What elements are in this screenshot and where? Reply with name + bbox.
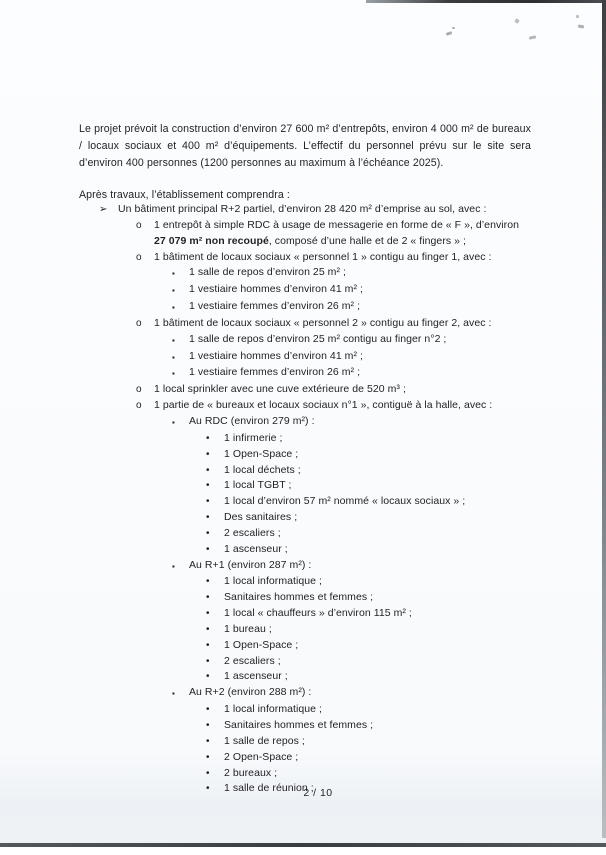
bullet-marker-level-4: • — [206, 783, 210, 795]
bullet-marker-level-3: ▪ — [172, 335, 175, 345]
list-item-text: 1 entrepôt à simple RDC à usage de messagerie en forme de « F », d’environ 27 079 m² non recoupé, composé d’une halle et de 2 « fingers » ; — [154, 218, 519, 247]
list-item-text: 1 infirmerie ; — [224, 431, 283, 444]
bullet-marker-level-4: • — [206, 735, 210, 747]
after-works-heading: Après travaux, l’établissement comprendra : — [79, 188, 290, 201]
list-item-text: 1 salle de repos ; — [224, 734, 305, 747]
list-item — [0, 590, 592, 606]
bullet-marker-level-3: ▪ — [172, 689, 175, 699]
list-item — [0, 638, 592, 654]
list-item — [0, 510, 592, 526]
list-item — [0, 766, 592, 782]
bullet-marker-level-4: • — [206, 720, 210, 731]
bullet-marker-level-2: o — [136, 400, 142, 412]
intro-paragraph: Le projet prévoit la construction d’environ 27 600 m² d’entrepôts, environ 4 000 m² de bureaux / locaux sociaux et 400 m² d’équipements. L’effectif du personnel prévu sur le site sera d’environ 400 personnes (1200 personnes au maximum à l’échéance 2025). — [79, 122, 531, 169]
list-item-text: 1 salle de repos d’environ 25 m² contigu au finger n°2 ; — [189, 332, 447, 345]
bullet-marker-level-3: ▪ — [172, 352, 175, 362]
bullet-marker-level-4: • — [206, 432, 210, 444]
list-item-text: 1 Open-Space ; — [224, 447, 299, 460]
list-item — [0, 654, 592, 670]
list-item-text: 1 local sprinkler avec une cuve extérieure de 520 m³ ; — [154, 383, 406, 396]
list-item — [0, 282, 592, 299]
list-item — [0, 622, 592, 638]
list-item-text: 1 vestiaire femmes d’environ 26 m² ; — [189, 366, 361, 379]
list-item — [0, 463, 592, 479]
list-item — [0, 574, 592, 590]
scan-edge-right — [602, 0, 606, 838]
list-item — [0, 382, 592, 398]
list-item — [0, 750, 592, 766]
list-item-text: Un bâtiment principal R+2 partiel, d’environ 28 420 m² d’emprise au sol, avec : — [118, 203, 487, 215]
bullet-marker-level-1: ➢ — [99, 204, 108, 215]
list-item-text: Au R+1 (environ 287 m²) : — [189, 558, 312, 571]
bullet-marker-level-4: • — [206, 751, 210, 763]
list-item-text: 1 local informatique ; — [224, 703, 322, 716]
list-item-text: 1 local déchets ; — [224, 463, 301, 476]
bullet-marker-level-2: o — [136, 317, 142, 329]
page-number: 2 / 10 — [303, 787, 333, 799]
bullet-marker-level-4: • — [206, 480, 210, 492]
bullet-marker-level-2: o — [136, 251, 142, 263]
list-item — [0, 606, 592, 622]
bullet-marker-level-4: • — [206, 527, 210, 539]
list-item — [0, 526, 592, 542]
list-item-text: 1 local « chauffeurs » d’environ 115 m² ; — [224, 607, 412, 620]
list-item — [0, 202, 592, 218]
list-item-text: 1 partie de « bureaux et locaux sociaux n°1 », contiguë à la halle, avec : — [154, 399, 493, 412]
list-item-text: 1 ascenseur ; — [224, 542, 288, 555]
list-item — [0, 669, 592, 685]
list-item — [0, 558, 592, 575]
list-item-text: 1 ascenseur ; — [224, 670, 288, 683]
list-item — [0, 702, 592, 718]
list-item — [0, 316, 592, 332]
list-item-text: 2 escaliers ; — [224, 526, 281, 539]
list-item — [0, 718, 592, 734]
list-item-text: 1 salle de réunion ; — [224, 782, 314, 795]
bullet-marker-level-3: ▪ — [172, 369, 175, 379]
list-item-text: 1 salle de repos d’environ 25 m² ; — [189, 266, 346, 279]
scan-edge-top — [366, 0, 606, 3]
bullet-marker-level-3: ▪ — [172, 286, 175, 296]
scan-speck — [578, 25, 584, 29]
bullet-marker-level-3: ▪ — [172, 303, 175, 313]
scan-speck — [514, 18, 519, 23]
list-item — [0, 398, 592, 414]
bullet-marker-level-4: • — [206, 464, 210, 476]
list-item — [0, 734, 592, 750]
list-item — [0, 431, 592, 447]
list-item-text: 1 local informatique ; — [224, 575, 322, 588]
bullet-marker-level-3: ▪ — [172, 561, 175, 571]
requirements-list — [0, 202, 592, 797]
scan-speck — [576, 15, 579, 18]
list-item-text: 1 local d’environ 57 m² nommé « locaux sociaux » ; — [224, 495, 466, 508]
list-item-text: Au R+2 (environ 288 m²) : — [189, 686, 312, 699]
list-item — [0, 265, 592, 282]
bullet-marker-level-4: • — [206, 496, 210, 508]
list-item — [0, 349, 592, 366]
list-item — [0, 685, 592, 702]
list-item-text: 1 bâtiment de locaux sociaux « personnel 2 » contigu au finger 2, avec : — [154, 316, 492, 329]
list-item-text: 1 Open-Space ; — [224, 638, 299, 651]
bullet-marker-level-4: • — [206, 671, 210, 683]
list-item — [0, 447, 592, 463]
list-item-text: Des sanitaires ; — [224, 511, 298, 524]
bullet-marker-level-2: o — [136, 219, 142, 231]
list-item — [0, 218, 592, 250]
bullet-marker-level-2: o — [136, 384, 142, 396]
scan-speck — [529, 35, 536, 39]
list-item-text: 1 bâtiment de locaux sociaux « personnel 1 » contigu au finger 1, avec : — [154, 250, 492, 263]
list-item — [0, 478, 592, 494]
list-item-text: 1 local TGBT ; — [224, 479, 292, 492]
list-item-text: Sanitaires hommes et femmes ; — [224, 591, 374, 604]
bullet-marker-level-3: ▪ — [172, 269, 175, 279]
list-item-text: 1 vestiaire femmes d’environ 26 m² ; — [189, 300, 361, 313]
list-item-text: 1 vestiaire hommes d’environ 41 m² ; — [189, 349, 363, 362]
scan-margin-bottom — [0, 847, 606, 855]
list-item-text: 1 vestiaire hommes d’environ 41 m² ; — [189, 283, 363, 296]
bullet-marker-level-4: • — [206, 655, 210, 667]
list-item — [0, 332, 592, 349]
scan-speck — [452, 27, 455, 29]
list-item — [0, 299, 592, 316]
scan-speck — [446, 31, 453, 36]
bullet-marker-level-3: ▪ — [172, 417, 175, 427]
bullet-marker-level-4: • — [206, 639, 210, 651]
list-item — [0, 250, 592, 266]
list-item-text: 1 bureau ; — [224, 622, 272, 635]
list-item — [0, 414, 592, 431]
bullet-marker-level-4: • — [206, 592, 210, 604]
list-item — [0, 365, 592, 382]
bullet-marker-level-4: • — [206, 543, 210, 555]
list-item-text: Sanitaires hommes et femmes ; — [224, 719, 374, 731]
bullet-marker-level-4: • — [206, 767, 210, 779]
bullet-marker-level-4: • — [206, 448, 210, 460]
bullet-marker-level-4: • — [206, 704, 210, 716]
bullet-marker-level-4: • — [206, 608, 210, 620]
list-item — [0, 542, 592, 558]
list-item — [0, 494, 592, 510]
bullet-marker-level-4: • — [206, 623, 210, 635]
list-item-text: Au RDC (environ 279 m²) : — [189, 414, 315, 427]
list-item-text: 2 escaliers ; — [224, 654, 281, 667]
list-item-text: 2 Open-Space ; — [224, 750, 299, 763]
bullet-marker-level-4: • — [206, 512, 210, 524]
bullet-marker-level-4: • — [206, 576, 210, 588]
list-item-text: 2 bureaux ; — [224, 766, 278, 779]
